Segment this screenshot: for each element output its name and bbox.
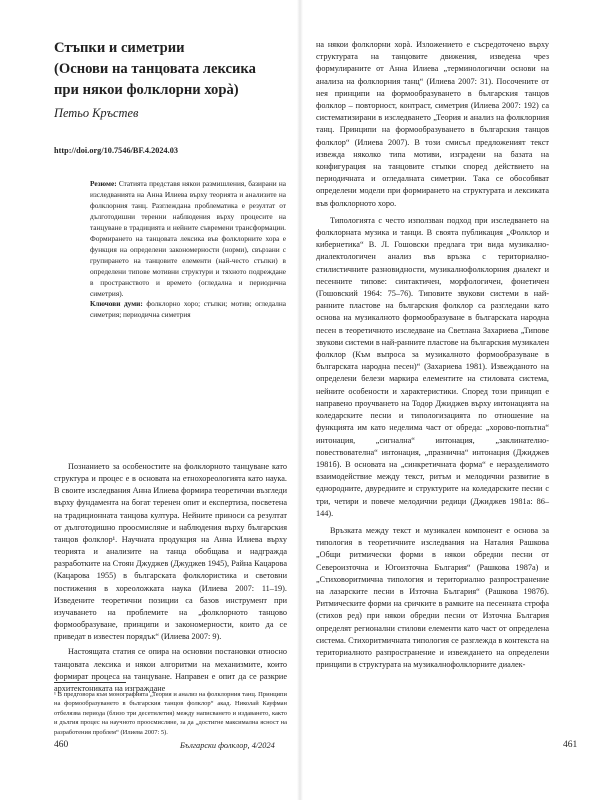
article-title <box>54 38 284 101</box>
left-paragraph-1: Познанието за особеностите на фолклорното танцуване като структура и процес е в основата на етнохореологията като наука. В своите изследвания Анна Илиева формира теоретични възгледи върху фундамента на богат теренен опит и експертиза, посветена на традиционната танцова култура. Нейните приноси са резултат от дълготодишно проосмисляне и наблюдения върху българския танцов фолклор¹. Научната продукция на Анна Илиева върху теорията и анализите на танца обобщава и надгражда разработките на Стоян Джуджев (Джуджев 1945), Райна Кацарова (Кацарова 1955) в българската фолклористика и световни постижения в хореоложката наука (Илиева 2007: 11–19). Изведените теоретични позиции са базов инструмент при изучаването на проблемите на „фолклорното танцово формообразуване, принципи и закономерности, които да се приведат в известен порядък“ (Илиева 2007: 9). <box>54 462 287 642</box>
title-line-2: (Основи на танцовата лексика <box>54 61 256 77</box>
right-paragraph-1: на някои фолклорни хорà. Изложението е съсредоточено върху структурата на танцовите движения, изведена чрез формулираните от Анна Илиева „терминологични основи на анализа на фолклорния танц“ (Илиева 2007: 31). Посочените от нея принципи на формообразуването в българския танцов фолклор – повторност, контраст, симетрия (Илиева 2007: 192) са систематизирани в изследването „Теория и анализ на фолклорния танц. Принципи на формообразуването в българския танцов фолклор“ (Илиева 2007). В този смисъл предложеният текст извежда няколко типа мотиви, изградени на базата на конфигурация на танцовите стъпки според действието на периодичната и огледалната симетрии. Така се обособяват определени модели при формирането на структурата и лексиката във фолклорното хоро. <box>316 40 549 208</box>
right-page <box>300 0 600 800</box>
left-paragraph-2: Настоящата статия се опира на основни постановки относно танцовата лексика и някои алгоритми на механизмите, които формират процеса на танцуване. Направен е опит да се разкрие архитектониката на изграждане <box>54 647 287 693</box>
page-number-right: 461 <box>563 740 578 750</box>
footnote: ¹ В предговора към монографията „Теория и анализ на фолклорния танц. Принципи на формообразуването в българския танцов фолклор“ акад. Николай Кауфман отбелязва периода (близо три десетилетия) между написването и издаването, както и дългия процес на научното проосмисляне, за да „достигне максимална ясност на разработения проблем“ (Илиева 2007: 5). <box>54 691 287 736</box>
right-paragraph-3: Връзката между текст и музикален компонент е основа за типология в теоретичните изследвания на Наталия Рашкова „Общи ритмически форми в някои обредни песни от Североизточна и Югоизточна България“ (Рашкова 1987а) и „Стиховоритмична типология и териториално разпространение на лазарските песни в Източна България“ (Рашкова 1987б). Ритмическите форми на сричките в рамките на песенната строфа (стихов ред) при някои обредни песни от Източна България определят регионални стилови елементи като част от определена система. Стихоритмичната типология се разглежда в контекста на териториалното разпространение и извеждането на определени принципи в структурата на музикалнофолклорните диалек- <box>316 525 549 670</box>
abstract-text: Статията представя някои размишления, базирани на изследванията на Анна Илиева върху теорията и анализите на фолклорния танц. Разглеждана проблематика е резултат от дълготодишни теренни наблюдения върху процесите на танцуване в традицията и нейните съвремени трансформации. Формирането на танцовата лексика във фолклорните хора е функция на определени закономерности (норми), свързани с групирането на танцовите елементи (най-често стъпки) в определени типове мотивни структури и тяхното подреждане в пространството и времето (огледална и периодична симетрия). <box>90 179 286 299</box>
title-line-3: при някои фолклорни хорà) <box>54 82 239 98</box>
journal-name: Български фолклор, 4/2024 <box>180 741 275 750</box>
right-body-text <box>316 39 549 676</box>
abstract-label: Резюме: <box>90 179 117 188</box>
left-body-text <box>54 461 287 698</box>
right-paragraph-2: Типологията с често използван подход при изследването на фолклорната музика и танци. В своята публикация „Фолклор и кибернетика“ В. Л. Гошовски предлага три вида музикално-диалектологичен анализ във връзка с териториално-стилистичните разновидности, музикалнофолклорния диалект и песенните типове: синтактичен, морфологичен, фонетичен (Гошовский 1964: 75–76). Типовите звукови системи в най-ранните пластове на българския фолклор са разгледани като основа на музикалното формообразуване в българската народна песен в теоретичното изследване на Светлана Захариева „Типове звукови системи в най-ранните пластове на българския музикален фолклор (Към въпроса за музикалното формообразуване в българската народна песен)“ (Захариева 1981). Извежданото на определени белези маркира елементите на стиловата система, нейните особености и характеристики. Според този принцип е направено проучването на Тодор Джиджев върху интонацията на коледарските песни и типологизацията по отношение на функцията им като неделима част от обреда: „хорово-попътна“ интонация, „сигнална“ интонация, „заклинателно-повествователна“ интонация, „празнична“ интонация (Джиджев 1981б). В основата на „синкретичната форма“ е неразделимото взаимодействие между текст, ритъм и мелодични развитие в еднородните, двуредните и структурите на коледарските песни с три, четири и повече мелодични редици (Джиджев 1981а: 86–144). <box>316 215 549 518</box>
author-name: Петьо Кръстев <box>54 106 139 120</box>
doi-link[interactable]: http://doi.org/10.7546/BF.4.2024.03 <box>54 146 179 155</box>
keywords-label: Ключови думи: <box>90 299 143 308</box>
footnote-rule <box>54 682 126 683</box>
abstract <box>90 178 286 300</box>
keywords-text: фолклорно хоро; стъпки; мотив; огледална симетрия; периодична симетрия <box>90 299 286 320</box>
page-number-left: 460 <box>54 740 69 750</box>
title-line-1: Стъпки и симетрии <box>54 40 185 56</box>
keywords <box>90 298 286 320</box>
